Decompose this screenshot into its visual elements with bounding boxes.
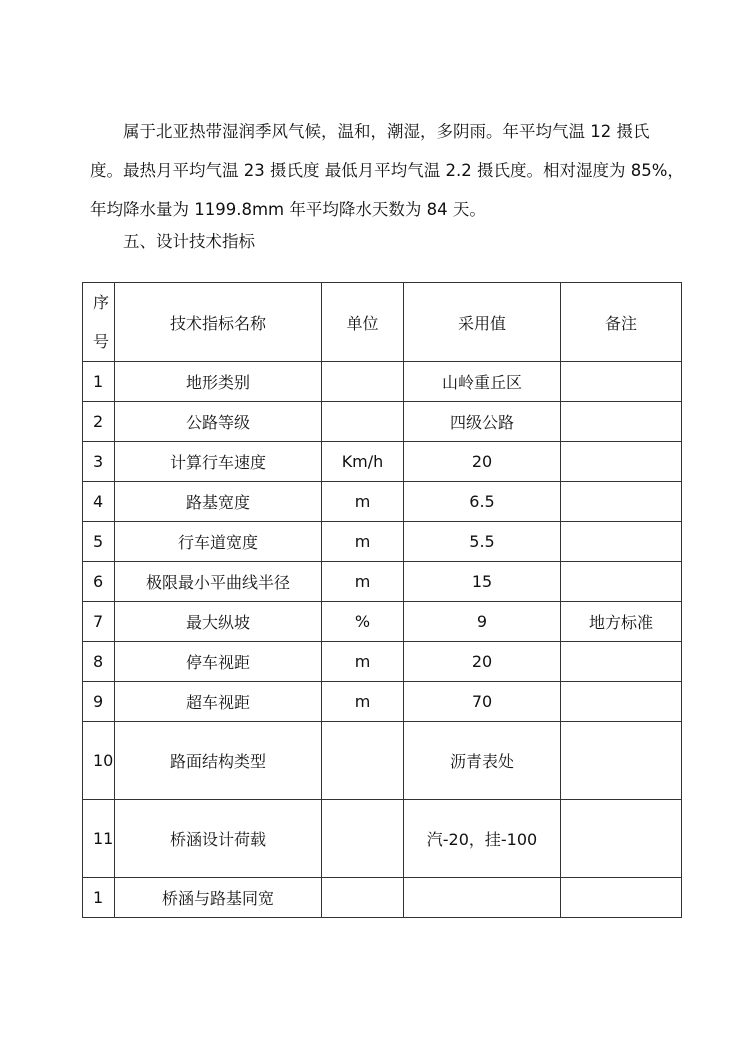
cell-value: 沥青表处 [404,722,561,800]
cell-name: 最大纵坡 [115,602,322,642]
cell-name: 路面结构类型 [115,722,322,800]
cell-name: 桥涵与路基同宽 [115,878,322,918]
cell-unit: m [322,562,404,602]
cell-value: 5.5 [404,522,561,562]
cell-note [561,562,682,602]
cell-value: 70 [404,682,561,722]
cell-note [561,642,682,682]
table-row [83,878,682,918]
cell-no: 3 [83,442,115,482]
table-row [83,482,682,522]
cell-name: 停车视距 [115,642,322,682]
header-value: 采用值 [404,283,561,362]
cell-value: 15 [404,562,561,602]
header-name: 技术指标名称 [115,283,322,362]
paragraph-line: 年均降水量为 1199.8mm 年平均降水天数为 84 天。 [90,200,486,219]
cell-no: 2 [83,402,115,442]
cell-unit: m [322,642,404,682]
cell-name: 地形类别 [115,362,322,402]
cell-name: 公路等级 [115,402,322,442]
cell-unit: m [322,682,404,722]
table-row [83,722,682,800]
cell-unit: % [322,602,404,642]
cell-value: 汽-20，挂-100 [404,800,561,878]
table-row [83,642,682,682]
table-header-row [83,283,682,362]
climate-paragraph [90,112,690,229]
table-row [83,402,682,442]
cell-name: 桥涵设计荷载 [115,800,322,878]
cell-unit [322,878,404,918]
cell-name: 路基宽度 [115,482,322,522]
table-row [83,602,682,642]
cell-no: 7 [83,602,115,642]
cell-name: 极限最小平曲线半径 [115,562,322,602]
table-row [83,562,682,602]
cell-unit: Km/h [322,442,404,482]
table-row [83,442,682,482]
cell-no: 6 [83,562,115,602]
header-unit: 单位 [322,283,404,362]
cell-no: 1 [83,362,115,402]
cell-name: 超车视距 [115,682,322,722]
cell-no: 5 [83,522,115,562]
cell-value: 20 [404,442,561,482]
table-row [83,362,682,402]
cell-note [561,402,682,442]
cell-value: 20 [404,642,561,682]
cell-value [404,878,561,918]
cell-note [561,682,682,722]
cell-note [561,522,682,562]
table-row [83,522,682,562]
cell-unit: m [322,482,404,522]
header-no: 序号 [83,283,115,362]
cell-value: 9 [404,602,561,642]
design-spec-table [82,282,682,918]
cell-note [561,722,682,800]
header-note: 备注 [561,283,682,362]
cell-no: 10 [83,722,115,800]
cell-note [561,482,682,522]
cell-note [561,800,682,878]
cell-no: 1 [83,878,115,918]
section-heading: 五、设计技术指标 [123,232,255,251]
cell-no: 8 [83,642,115,682]
cell-note: 地方标准 [561,602,682,642]
table-row [83,682,682,722]
cell-note [561,442,682,482]
paragraph-line: 属于北亚热带湿润季风气候，温和，潮湿，多阴雨。年平均气温 12 摄氏 [123,122,650,141]
cell-value: 四级公路 [404,402,561,442]
cell-no: 9 [83,682,115,722]
cell-value: 6.5 [404,482,561,522]
cell-unit [322,800,404,878]
cell-no: 4 [83,482,115,522]
cell-value: 山岭重丘区 [404,362,561,402]
cell-name: 行车道宽度 [115,522,322,562]
cell-unit [322,402,404,442]
cell-note [561,362,682,402]
cell-unit: m [322,522,404,562]
cell-unit [322,722,404,800]
paragraph-line: 度。最热月平均气温 23 摄氏度 最低月平均气温 2.2 摄氏度。相对湿度为 85%， [90,161,684,180]
table-row [83,800,682,878]
cell-unit [322,362,404,402]
cell-no: 11 [83,800,115,878]
cell-note [561,878,682,918]
cell-name: 计算行车速度 [115,442,322,482]
